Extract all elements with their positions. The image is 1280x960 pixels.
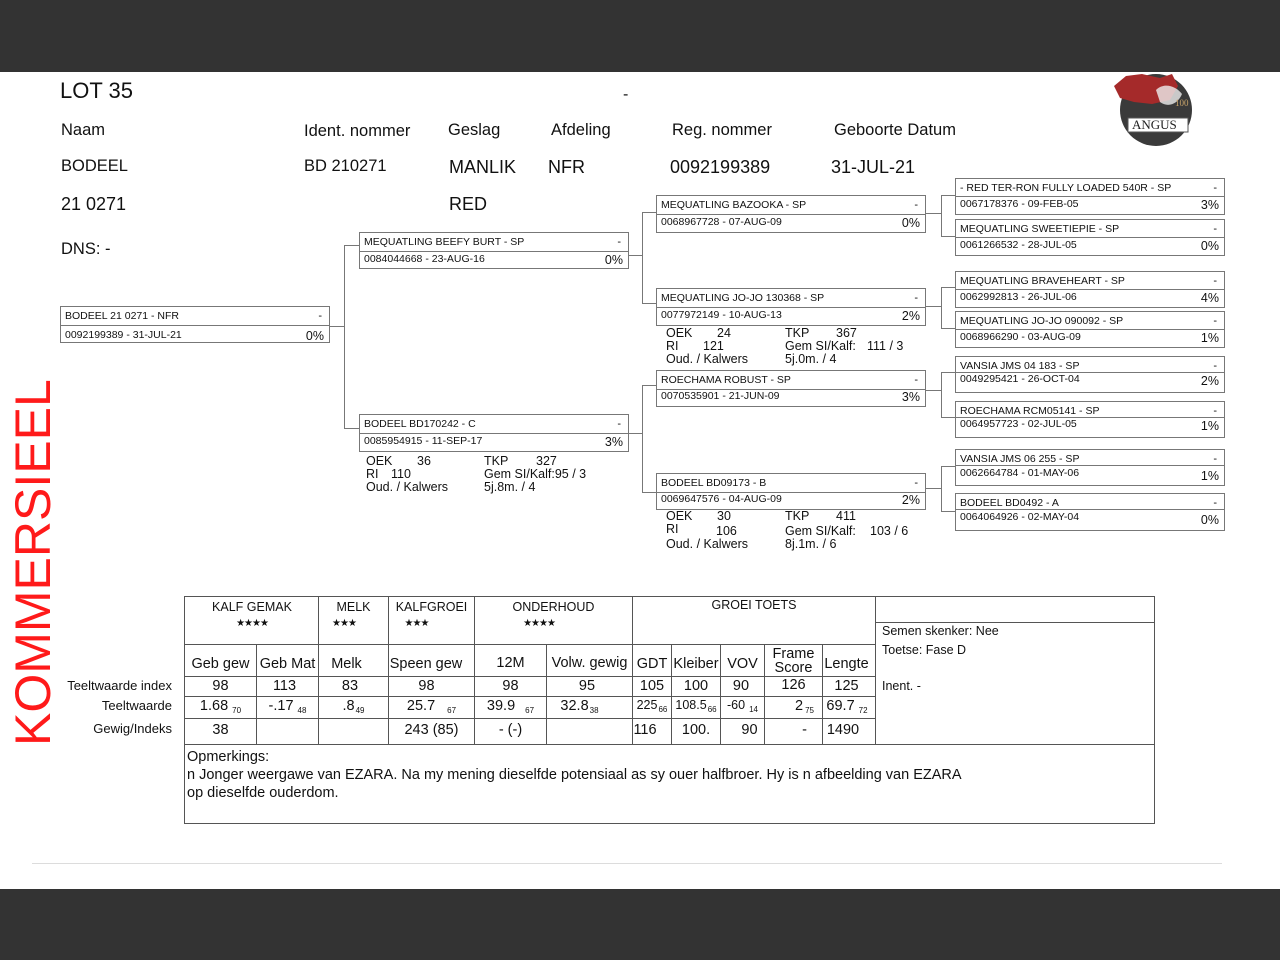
animal-dash: - (1213, 223, 1217, 235)
animal-name: MEQUATLING BAZOOKA - SP (661, 199, 807, 211)
animal-pct: 3% (901, 390, 920, 404)
pedigree-subject (60, 306, 330, 343)
animal-name: MEQUATLING SWEETIEPIE - SP (960, 223, 1120, 235)
group-onderhoud: ONDERHOUD (512, 600, 595, 614)
animal-dash: - (1213, 315, 1217, 327)
tw-geb-gew: 1.68 $_{70}$ (199, 698, 242, 715)
group-kalf-gemak: KALF GEMAK (212, 600, 292, 614)
pedigree-line (344, 245, 360, 246)
pedigree-line (926, 213, 942, 214)
animal-dash: - (914, 292, 918, 304)
animal-reg: 0084044668 - 23-AUG-16 (364, 253, 485, 265)
pedigree-line (926, 306, 942, 307)
dam-tkp: 327 (536, 454, 557, 468)
animal-dash: - (1213, 275, 1217, 287)
sd-oek-label: OEK (666, 326, 693, 340)
geboorte-value: 31-JUL-21 (831, 157, 916, 177)
dd-oud-label: Oud. / Kalwers (666, 537, 748, 551)
index-vov: 90 (732, 678, 750, 694)
pedigree-sire (359, 232, 629, 269)
animal-pct: 0% (305, 329, 324, 343)
pedigree-line (941, 466, 956, 467)
dam-oud: 5j.8m. / 4 (484, 480, 536, 494)
col-kleiber: Kleiber (673, 656, 719, 672)
animal-name: VANSIA JMS 04 183 - SP (960, 360, 1080, 372)
animal-name: ROECHAMA RCM05141 - SP (960, 405, 1100, 417)
tw-frame: 2 $_{75}$ (795, 698, 814, 715)
pedigree-line (941, 466, 942, 511)
table-line (875, 596, 876, 744)
sd-tkp-label: TKP (785, 326, 810, 340)
naam2-value: 21 0271 (61, 194, 127, 214)
gewig-12m: - (-) (498, 722, 523, 738)
pedigree-line (642, 492, 656, 493)
pedigree-dam-dam (656, 473, 926, 510)
table-line (184, 744, 1155, 745)
pedigree-dam (359, 414, 629, 452)
pedigree-sire-sire (656, 195, 926, 233)
sd-oek: 24 (717, 326, 731, 340)
dam-oek: 36 (417, 454, 431, 468)
animal-name: MEQUATLING BEEFY BURT - SP (364, 236, 525, 248)
pedigree-line (329, 326, 345, 327)
stars-kalfgroei: ★★★ (404, 618, 429, 629)
animal-reg: 0062992813 - 26-JUL-06 (960, 291, 1077, 303)
pedigree-dam-sire (656, 370, 926, 407)
kleur-value: RED (449, 194, 488, 214)
col-gdt: GDT (636, 656, 668, 672)
animal-pct: 2% (901, 493, 920, 507)
opmerkings-label: Opmerkings: (187, 749, 270, 765)
animal-dash: - (1213, 360, 1217, 372)
pedigree-g4-6 (955, 401, 1225, 438)
index-melk: 83 (341, 678, 359, 694)
row-label-teeltwaarde: Teeltwaarde (101, 698, 172, 713)
pedigree-g4-8 (955, 493, 1225, 531)
label-ident: Ident. nommer (304, 122, 411, 140)
tw-vov: -60 $_{14}$ (727, 698, 758, 714)
dam-ri: 110 (391, 467, 411, 481)
group-melk: MELK (336, 600, 371, 614)
animal-dash: - (617, 236, 621, 248)
gewig-kleiber: 100. (681, 722, 711, 738)
geslag-value: MANLIK (449, 157, 517, 177)
label-reg: Reg. nommer (672, 121, 772, 139)
logo-badge: 100 (1175, 98, 1189, 108)
ident-value: BD 210271 (304, 157, 387, 175)
gewig-speen-gew: 243 (85) (404, 722, 459, 738)
dd-ri: 106 (716, 524, 737, 538)
pedigree-line (344, 245, 345, 429)
pedigree-line (642, 303, 656, 304)
pedigree-line (941, 417, 956, 418)
sd-tkp: 367 (836, 326, 857, 340)
animal-dash: - (617, 418, 621, 430)
pedigree-line (941, 195, 942, 236)
afdeling-value: NFR (548, 157, 585, 177)
gewig-lengte: 1490 (826, 722, 860, 738)
sd-ri: 121 (703, 339, 724, 353)
gewig-gdt: 116 (633, 722, 657, 738)
opmerkings-line-1: n Jonger weergawe van EZARA. Na my mening dieselfde potensiaal as sy ouer halfbroer. Hy is n afbeelding van EZARA (187, 767, 962, 783)
dd-oek-label: OEK (666, 509, 693, 523)
col-speen-gew: Speen gew (389, 656, 463, 672)
index-speen-gew: 98 (418, 678, 435, 694)
gewig-frame: - (802, 722, 807, 738)
col-vov: VOV (727, 656, 758, 672)
animal-pct: 1% (1200, 331, 1219, 345)
stars-onderhoud: ★★★★ (523, 618, 555, 629)
logo-graphic (1112, 72, 1196, 146)
inent: Inent. - (882, 679, 921, 693)
pedigree-sire-dam (656, 288, 926, 326)
pedigree-line (941, 372, 942, 417)
top-bar (0, 0, 1280, 72)
animal-reg: 0068967728 - 07-AUG-09 (661, 216, 782, 228)
tw-melk: $.8_{49}$ (342, 698, 365, 715)
sd-oud-label: Oud. / Kalwers (666, 352, 748, 366)
pedigree-line (628, 433, 643, 434)
row-label-index: Teeltwaarde index (67, 678, 172, 693)
table-line (184, 644, 633, 645)
bottom-bar (0, 889, 1280, 960)
animal-pct: 0% (901, 216, 920, 230)
dd-tkp: 411 (836, 509, 856, 523)
animal-reg: 0061266532 - 28-JUL-05 (960, 239, 1077, 251)
animal-name: BODEEL BD0492 - A (960, 497, 1059, 509)
pedigree-line (941, 511, 956, 512)
dd-oud: 8j.1m. / 6 (785, 537, 837, 551)
animal-name: - RED TER-RON FULLY LOADED 540R - SP (960, 182, 1172, 194)
label-naam: Naam (61, 121, 106, 139)
animal-pct: 0% (604, 253, 623, 267)
gewig-vov: 90 (741, 722, 758, 738)
dam-oud-label: Oud. / Kalwers (366, 480, 448, 494)
animal-dash: - (1213, 497, 1217, 509)
naam-value: BODEEL (61, 157, 128, 175)
stars-kalf-gemak: ★★★★ (236, 618, 268, 629)
dd-gem: 103 / 6 (870, 524, 909, 538)
tw-volw-gewig: $32.8_{38}$ (560, 698, 599, 715)
table-line (876, 622, 1155, 623)
group-groei-toets: GROEI TOETS (711, 598, 797, 612)
lot-number: LOT 35 (60, 78, 133, 103)
animal-name: BODEEL 21 0271 - NFR (65, 310, 179, 322)
table-line (633, 644, 876, 645)
index-volw-gewig: 95 (578, 678, 596, 694)
opmerkings-line-2: op dieselfde ouderdom. (187, 785, 339, 801)
pedigree-g4-1 (955, 178, 1225, 215)
col-geb-mat: Geb Mat (259, 656, 316, 672)
animal-name: BODEEL BD09173 - B (661, 477, 767, 489)
pedigree-line (642, 212, 643, 304)
col-score: Score (774, 660, 813, 676)
pedigree-g4-3 (955, 271, 1225, 308)
animal-reg: 0064957723 - 02-JUL-05 (960, 418, 1077, 430)
index-geb-gew: 98 (212, 678, 229, 694)
animal-dash: - (914, 199, 918, 211)
label-geslag: Geslag (448, 121, 501, 139)
animal-dash: - (1213, 453, 1217, 465)
dns-value: DNS: - (61, 240, 111, 258)
tw-kleiber: $108.5_{66}$ (675, 698, 717, 714)
index-lengte: 125 (834, 678, 859, 694)
animal-name: BODEEL BD170242 - C (364, 418, 476, 430)
tw-lengte: 69.7 $_{72}$ (826, 698, 868, 715)
pedigree-g4-4 (955, 311, 1225, 348)
animal-reg: 0068966290 - 03-AUG-09 (960, 331, 1081, 343)
animal-reg: 0092199389 - 31-JUL-21 (65, 329, 182, 341)
animal-name: MEQUATLING BRAVEHEART - SP (960, 275, 1125, 287)
col-melk: Melk (331, 656, 362, 672)
animal-name: ROECHAMA ROBUST - SP (661, 374, 791, 386)
pedigree-line (344, 428, 360, 429)
animal-pct: 0% (1200, 239, 1219, 253)
animal-dash: - (1213, 182, 1217, 194)
animal-reg: 0067178376 - 09-FEB-05 (960, 198, 1079, 210)
animal-name: MEQUATLING JO-JO 130368 - SP (661, 292, 825, 304)
table-line (184, 696, 876, 697)
kommersieel-label: KOMMERSIEEL (5, 379, 61, 746)
top-dash: - (623, 86, 629, 103)
dam-oek-label: OEK (366, 454, 393, 468)
animal-dash: - (1213, 405, 1217, 417)
pedigree-line (642, 385, 656, 386)
tw-speen-gew: 25.7 $_{67}$ (406, 698, 457, 715)
pedigree-line (941, 236, 956, 237)
col-volw-gewig: Volw. gewig (551, 655, 628, 671)
pedigree-line (941, 287, 942, 328)
animal-pct: 0% (1200, 513, 1219, 527)
sd-gem: 111 / 3 (867, 339, 904, 353)
page-divider (32, 863, 1222, 864)
animal-pct: 1% (1200, 469, 1219, 483)
tw-12m: 39.9 $_{67}$ (486, 698, 535, 715)
animal-reg: 0049295421 - 26-OCT-04 (960, 373, 1080, 385)
pedigree-line (941, 328, 956, 329)
animal-reg: 0085954915 - 11-SEP-17 (364, 435, 483, 447)
pedigree-line (941, 195, 956, 196)
col-frame: Frame (772, 646, 815, 662)
dd-ri-label: RI (666, 522, 679, 536)
animal-reg: 0062664784 - 01-MAY-06 (960, 467, 1080, 479)
table-line (184, 718, 876, 719)
reg-value: 0092199389 (670, 157, 771, 177)
pedigree-g4-2 (955, 219, 1225, 256)
animal-dash: - (914, 374, 918, 386)
group-kalfgroei: KALFGROEI (395, 600, 468, 614)
index-kleiber: 100 (683, 678, 709, 694)
dd-gem-label: Gem SI/Kalf: (785, 524, 856, 538)
row-label-gewig: Gewig/Indeks (93, 721, 172, 736)
dd-oek: 30 (717, 509, 731, 523)
dam-gem: Gem SI/Kalf:95 / 3 (484, 467, 587, 481)
pedigree-line (628, 255, 643, 256)
animal-pct: 3% (604, 435, 623, 449)
index-frame: 126 (781, 677, 806, 693)
col-lengte: Lengte (824, 656, 869, 672)
animal-name: MEQUATLING JO-JO 090092 - SP (960, 315, 1124, 327)
pedigree-g4-5 (955, 356, 1225, 393)
animal-reg: 0077972149 - 10-AUG-13 (661, 309, 782, 321)
pedigree-line (926, 488, 942, 489)
animal-dash: - (914, 477, 918, 489)
animal-dash: - (318, 310, 322, 322)
dam-tkp-label: TKP (484, 454, 509, 468)
index-gdt: 105 (639, 678, 665, 694)
pedigree-line (642, 212, 656, 213)
animal-name: VANSIA JMS 06 255 - SP (960, 453, 1080, 465)
tw-gdt: $225_{66}$ (636, 698, 668, 714)
semen-skenker: Semen skenker: Nee (882, 624, 999, 638)
animal-reg: 0070535901 - 21-JUN-09 (661, 390, 780, 402)
sd-ri-label: RI (666, 339, 679, 353)
animal-reg: 0069647576 - 04-AUG-09 (661, 493, 782, 505)
animal-pct: 2% (1200, 374, 1219, 388)
pedigree-line (926, 390, 942, 391)
logo-text: ANGUS (1132, 117, 1177, 132)
dam-ri-label: RI (366, 467, 379, 481)
sd-oud: 5j.0m. / 4 (785, 352, 837, 366)
label-geboorte: Geboorte Datum (834, 121, 956, 139)
toetse: Toetse: Fase D (882, 643, 967, 657)
pedigree-line (941, 287, 956, 288)
animal-pct: 2% (901, 309, 920, 323)
stars-melk: ★★★ (332, 618, 356, 629)
dd-tkp-label: TKP (785, 509, 810, 523)
index-geb-mat: 113 (272, 678, 297, 694)
gewig-geb-gew: 38 (212, 722, 229, 738)
animal-pct: 3% (1200, 198, 1219, 212)
col-12m: 12M (496, 655, 525, 671)
tw-geb-mat: -.17 $_{48}$ (268, 698, 307, 715)
pedigree-line (941, 372, 956, 373)
pedigree-g4-7 (955, 449, 1225, 486)
sd-gem-label: Gem SI/Kalf: (785, 339, 856, 353)
animal-pct: 4% (1200, 291, 1219, 305)
animal-pct: 1% (1200, 419, 1219, 433)
angus-logo (1112, 72, 1196, 146)
pedigree-line (642, 385, 643, 493)
label-afdeling: Afdeling (551, 121, 611, 139)
col-geb-gew: Geb gew (191, 656, 250, 672)
animal-reg: 0064064926 - 02-MAY-04 (960, 511, 1080, 523)
index-12m: 98 (502, 678, 519, 694)
